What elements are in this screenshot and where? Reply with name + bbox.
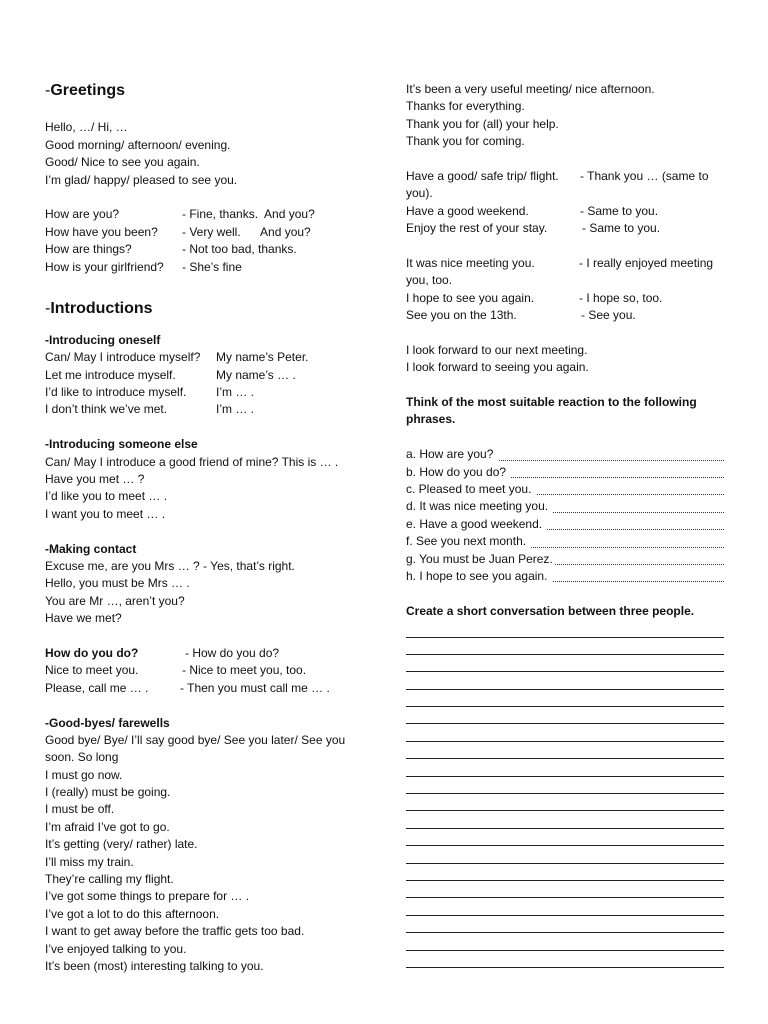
someone-line: Can/ May I introduce a good friend of mine? This is … . (45, 454, 339, 469)
writing-line[interactable] (406, 794, 724, 811)
oneself-row: I’d like to introduce myself. I’m … . (45, 385, 254, 400)
goodbye-line: Good bye/ Bye/ I’ll say good bye/ See you later/ See you (45, 732, 346, 747)
how-row: How are you? - Fine, thanks. And you? (45, 207, 315, 222)
contact-line: You are Mr …, aren’t you? (45, 593, 185, 608)
exercise1-item[interactable]: f. See you next month. (406, 533, 724, 550)
goodbye-line: soon. So long (45, 750, 119, 765)
greeting-line: Good/ Nice to see you again. (45, 155, 200, 170)
writing-line[interactable] (406, 777, 724, 794)
left-column (45, 80, 380, 975)
someone-line: Have you met … ? (45, 472, 145, 487)
goodbye-line: I want to get away before the traffic gets too bad. (45, 924, 305, 939)
someone-line: I’d like you to meet … . (45, 489, 168, 504)
contact-line: Have we met? (45, 611, 122, 626)
weekend-row: Have a good weekend. - Same to you. (406, 203, 659, 218)
thanks-line: Thank you for coming. (406, 134, 525, 149)
writing-line[interactable] (406, 707, 724, 724)
goodbye-line: They’re calling my flight. (45, 872, 174, 887)
exercise1-item[interactable]: c. Pleased to meet you. (406, 481, 724, 498)
writing-line[interactable] (406, 933, 724, 950)
how-row: How have you been? - Very well. And you? (45, 224, 311, 239)
exercise1-instructions: Think of the most suitable reaction to the following phrases. (406, 395, 697, 427)
hope-row: I hope to see you again. - I hope so, too. (406, 290, 663, 305)
writing-line[interactable] (406, 672, 724, 689)
greeting-line: Good morning/ afternoon/ evening. (45, 137, 231, 152)
right-column (406, 81, 724, 968)
trip-row: Have a good/ safe trip/ flight. - Thank you … (same to (406, 168, 709, 183)
writing-line[interactable] (406, 759, 724, 776)
nice-meeting-continuation: you, too. (406, 273, 453, 288)
hdyd-row: Nice to meet you. - Nice to meet you, too. (45, 663, 307, 678)
introducing-someone-heading: -Introducing someone else (45, 437, 198, 452)
how-row: How is your girlfriend? - She’s fine (45, 259, 242, 274)
writing-line[interactable] (406, 811, 724, 828)
contact-line: Hello, you must be Mrs … . (45, 576, 190, 591)
making-contact-heading: -Making contact (45, 541, 137, 556)
goodbye-line: I must go now. (45, 767, 123, 782)
exercise1-item[interactable]: a. How are you? (406, 446, 724, 463)
exercise1-item[interactable]: e. Have a good weekend. (406, 516, 724, 533)
writing-line[interactable] (406, 638, 724, 655)
greetings-heading: -Greetings (45, 82, 126, 99)
trip-continuation: you). (406, 186, 433, 201)
weekend-row: Enjoy the rest of your stay. - Same to you. (406, 221, 661, 236)
thanks-line: It’s been a very useful meeting/ nice afternoon. (406, 82, 655, 96)
how-do-you-do-heading: How do you do? - How do you do? (45, 645, 280, 660)
writing-line[interactable] (406, 916, 724, 933)
forward-line: I look forward to our next meeting. (406, 342, 588, 357)
writing-line[interactable] (406, 881, 724, 898)
writing-line[interactable] (406, 864, 724, 881)
thanks-line: Thank you for (all) your help. (406, 116, 559, 131)
goodbye-line: I (really) must be going. (45, 785, 171, 800)
greeting-line: I’m glad/ happy/ pleased to see you. (45, 172, 238, 187)
forward-line: I look forward to seeing you again. (406, 360, 589, 375)
oneself-row: Can/ May I introduce myself? My name’s Peter. (45, 350, 309, 365)
oneself-row: Let me introduce myself. My name’s … . (45, 367, 296, 382)
introductions-heading: -Introductions (45, 299, 153, 317)
writing-line[interactable] (406, 690, 724, 707)
writing-line[interactable] (406, 655, 724, 672)
writing-line[interactable] (406, 829, 724, 846)
writing-line[interactable] (406, 724, 724, 741)
goodbye-line: I’ve got a lot to do this afternoon. (45, 906, 220, 921)
goodbye-line: It’s been (most) interesting talking to you. (45, 958, 264, 973)
writing-line[interactable] (406, 742, 724, 759)
hope-row: See you on the 13th. - See you. (406, 308, 636, 323)
exercise1-item[interactable]: d. It was nice meeting you. (406, 498, 724, 515)
introducing-oneself-heading: -Introducing oneself (45, 332, 161, 347)
goodbye-line: I’ll miss my train. (45, 854, 134, 869)
exercise1-item[interactable]: g. You must be Juan Perez. (406, 551, 724, 568)
exercise1-item[interactable]: b. How do you do? (406, 464, 724, 481)
exercise2-instructions: Create a short conversation between three people. (406, 603, 695, 618)
greeting-line: Hello, …/ Hi, … (45, 120, 128, 135)
hdyd-row: Please, call me … . - Then you must call me … . (45, 680, 330, 695)
goodbye-line: It’s getting (very/ rather) late. (45, 837, 198, 852)
goodbye-line: I’ve got some things to prepare for … . (45, 889, 250, 904)
writing-line[interactable] (406, 620, 724, 637)
writing-line[interactable] (406, 951, 724, 968)
goodbye-line: I must be off. (45, 802, 115, 817)
thanks-line: Thanks for everything. (406, 99, 525, 114)
someone-line: I want you to meet … . (45, 506, 166, 521)
conversation-writing-lines[interactable] (406, 620, 724, 968)
how-row: How are things? - Not too bad, thanks. (45, 242, 297, 257)
goodbye-line: I’m afraid I’ve got to go. (45, 819, 170, 834)
goodbye-line: I’ve enjoyed talking to you. (45, 941, 187, 956)
writing-line[interactable] (406, 846, 724, 863)
contact-line: Excuse me, are you Mrs … ? - Yes, that’s right. (45, 558, 295, 573)
oneself-row: I don’t think we’ve met. I’m … . (45, 402, 254, 417)
writing-line[interactable] (406, 898, 724, 915)
exercise1-item[interactable]: h. I hope to see you again. (406, 568, 724, 585)
goodbyes-heading: -Good-byes/ farewells (45, 715, 170, 730)
nice-meeting-row: It was nice meeting you. - I really enjoyed meeting (406, 255, 714, 270)
